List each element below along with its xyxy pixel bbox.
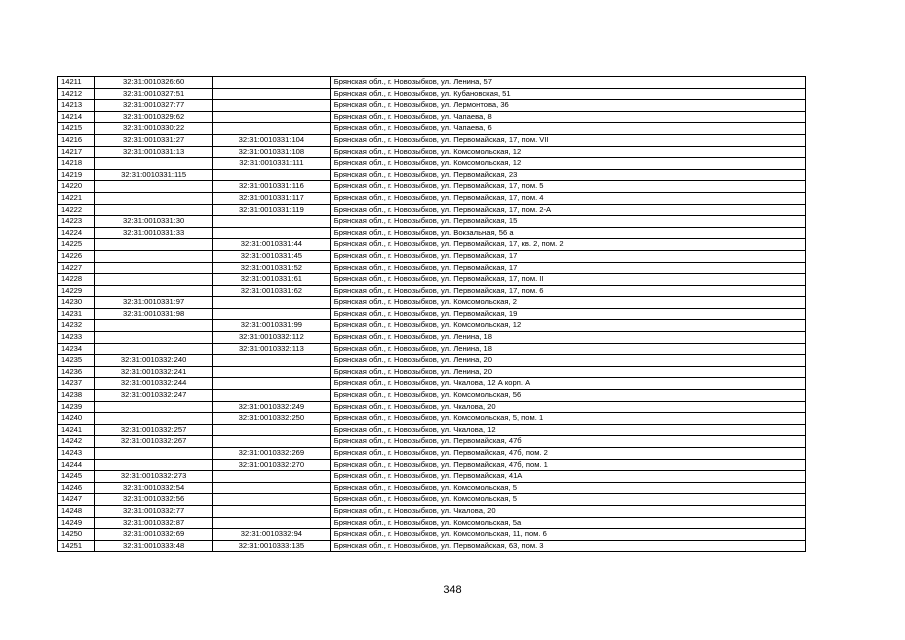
table-row (58, 494, 806, 506)
object-cadastral-number-cell: 32:31:0010332:269 (213, 448, 331, 460)
row-number-cell: 14218 (58, 158, 95, 170)
table-row (58, 192, 806, 204)
table-row (58, 111, 806, 123)
object-cadastral-number-cell: 32:31:0010331:45 (213, 250, 331, 262)
parcel-cadastral-number-cell (95, 285, 213, 297)
row-number-cell: 14243 (58, 448, 95, 460)
object-cadastral-number-cell (213, 100, 331, 112)
object-cadastral-number-cell: 32:31:0010332:94 (213, 529, 331, 541)
object-cadastral-number-cell (213, 227, 331, 239)
table-row (58, 146, 806, 158)
object-cadastral-number-cell (213, 505, 331, 517)
object-cadastral-number-cell (213, 517, 331, 529)
parcel-cadastral-number-cell: 32:31:0010331:97 (95, 297, 213, 309)
row-number-cell: 14212 (58, 88, 95, 100)
registry-table-body (58, 77, 806, 552)
table-row (58, 158, 806, 170)
object-cadastral-number-cell: 32:31:0010333:135 (213, 540, 331, 552)
address-cell: Брянская обл., г. Новозыбков, ул. Ленина, 20 (330, 355, 805, 367)
row-number-cell: 14238 (58, 390, 95, 402)
row-number-cell: 14229 (58, 285, 95, 297)
parcel-cadastral-number-cell (95, 401, 213, 413)
address-cell: Брянская обл., г. Новозыбков, ул. Первомайская, 15 (330, 216, 805, 228)
object-cadastral-number-cell: 32:31:0010332:113 (213, 343, 331, 355)
parcel-cadastral-number-cell: 32:31:0010332:241 (95, 366, 213, 378)
object-cadastral-number-cell: 32:31:0010331:108 (213, 146, 331, 158)
row-number-cell: 14213 (58, 100, 95, 112)
parcel-cadastral-number-cell: 32:31:0010331:27 (95, 134, 213, 146)
parcel-cadastral-number-cell: 32:31:0010332:87 (95, 517, 213, 529)
address-cell: Брянская обл., г. Новозыбков, ул. Вокзальная, 56 а (330, 227, 805, 239)
address-cell: Брянская обл., г. Новозыбков, ул. Комсомольская, 12 (330, 158, 805, 170)
row-number-cell: 14239 (58, 401, 95, 413)
parcel-cadastral-number-cell: 32:31:0010331:33 (95, 227, 213, 239)
parcel-cadastral-number-cell (95, 343, 213, 355)
address-cell: Брянская обл., г. Новозыбков, ул. Чапаева, 6 (330, 123, 805, 135)
parcel-cadastral-number-cell: 32:31:0010326:60 (95, 77, 213, 89)
object-cadastral-number-cell (213, 436, 331, 448)
address-cell: Брянская обл., г. Новозыбков, ул. Первомайская, 17, пом. VII (330, 134, 805, 146)
row-number-cell: 14245 (58, 471, 95, 483)
address-cell: Брянская обл., г. Новозыбков, ул. Первомайская, 23 (330, 169, 805, 181)
row-number-cell: 14226 (58, 250, 95, 262)
parcel-cadastral-number-cell (95, 158, 213, 170)
row-number-cell: 14235 (58, 355, 95, 367)
table-row (58, 123, 806, 135)
row-number-cell: 14217 (58, 146, 95, 158)
row-number-cell: 14233 (58, 332, 95, 344)
row-number-cell: 14246 (58, 482, 95, 494)
object-cadastral-number-cell: 32:31:0010331:52 (213, 262, 331, 274)
object-cadastral-number-cell: 32:31:0010331:61 (213, 274, 331, 286)
table-row (58, 459, 806, 471)
table-row (58, 436, 806, 448)
object-cadastral-number-cell (213, 111, 331, 123)
row-number-cell: 14219 (58, 169, 95, 181)
parcel-cadastral-number-cell: 32:31:0010332:247 (95, 390, 213, 402)
parcel-cadastral-number-cell: 32:31:0010327:51 (95, 88, 213, 100)
parcel-cadastral-number-cell (95, 181, 213, 193)
table-row (58, 505, 806, 517)
row-number-cell: 14249 (58, 517, 95, 529)
address-cell: Брянская обл., г. Новозыбков, ул. Комсомольская, 5 (330, 494, 805, 506)
row-number-cell: 14251 (58, 540, 95, 552)
row-number-cell: 14227 (58, 262, 95, 274)
address-cell: Брянская обл., г. Новозыбков, ул. Первомайская, 19 (330, 308, 805, 320)
object-cadastral-number-cell: 32:31:0010332:112 (213, 332, 331, 344)
table-row (58, 332, 806, 344)
parcel-cadastral-number-cell: 32:31:0010331:115 (95, 169, 213, 181)
table-row (58, 424, 806, 436)
address-cell: Брянская обл., г. Новозыбков, ул. Чкалова, 12 (330, 424, 805, 436)
address-cell: Брянская обл., г. Новозыбков, ул. Комсомольская, 56 (330, 390, 805, 402)
row-number-cell: 14232 (58, 320, 95, 332)
parcel-cadastral-number-cell: 32:31:0010330:22 (95, 123, 213, 135)
object-cadastral-number-cell: 32:31:0010331:62 (213, 285, 331, 297)
address-cell: Брянская обл., г. Новозыбков, ул. Комсомольская, 12 (330, 320, 805, 332)
address-cell: Брянская обл., г. Новозыбков, ул. Чкалова, 20 (330, 505, 805, 517)
parcel-cadastral-number-cell (95, 204, 213, 216)
row-number-cell: 14223 (58, 216, 95, 228)
row-number-cell: 14234 (58, 343, 95, 355)
object-cadastral-number-cell: 32:31:0010331:44 (213, 239, 331, 251)
table-row (58, 540, 806, 552)
parcel-cadastral-number-cell: 32:31:0010327:77 (95, 100, 213, 112)
parcel-cadastral-number-cell (95, 239, 213, 251)
table-row (58, 413, 806, 425)
object-cadastral-number-cell (213, 494, 331, 506)
row-number-cell: 14222 (58, 204, 95, 216)
address-cell: Брянская обл., г. Новозыбков, ул. Комсомольская, 2 (330, 297, 805, 309)
table-row (58, 285, 806, 297)
table-row (58, 204, 806, 216)
cadastral-registry-table (57, 76, 806, 552)
object-cadastral-number-cell (213, 390, 331, 402)
address-cell: Брянская обл., г. Новозыбков, ул. Чкалова, 20 (330, 401, 805, 413)
address-cell: Брянская обл., г. Новозыбков, ул. Чкалова, 12 А корп. А (330, 378, 805, 390)
row-number-cell: 14220 (58, 181, 95, 193)
address-cell: Брянская обл., г. Новозыбков, ул. Комсомольская, 5а (330, 517, 805, 529)
object-cadastral-number-cell: 32:31:0010332:250 (213, 413, 331, 425)
parcel-cadastral-number-cell: 32:31:0010331:13 (95, 146, 213, 158)
table-row (58, 308, 806, 320)
parcel-cadastral-number-cell: 32:31:0010332:77 (95, 505, 213, 517)
parcel-cadastral-number-cell: 32:31:0010332:54 (95, 482, 213, 494)
address-cell: Брянская обл., г. Новозыбков, ул. Ленина, 57 (330, 77, 805, 89)
address-cell: Брянская обл., г. Новозыбков, ул. Первомайская, 17, пом. 6 (330, 285, 805, 297)
row-number-cell: 14214 (58, 111, 95, 123)
table-row (58, 355, 806, 367)
address-cell: Брянская обл., г. Новозыбков, ул. Комсомольская, 5, пом. 1 (330, 413, 805, 425)
object-cadastral-number-cell (213, 216, 331, 228)
address-cell: Брянская обл., г. Новозыбков, ул. Первомайская, 17, пом. 2-А (330, 204, 805, 216)
object-cadastral-number-cell: 32:31:0010331:117 (213, 192, 331, 204)
row-number-cell: 14228 (58, 274, 95, 286)
address-cell: Брянская обл., г. Новозыбков, ул. Первомайская, 41А (330, 471, 805, 483)
parcel-cadastral-number-cell (95, 459, 213, 471)
table-row (58, 482, 806, 494)
row-number-cell: 14247 (58, 494, 95, 506)
parcel-cadastral-number-cell: 32:31:0010332:244 (95, 378, 213, 390)
object-cadastral-number-cell: 32:31:0010331:116 (213, 181, 331, 193)
row-number-cell: 14216 (58, 134, 95, 146)
page-number: 348 (443, 584, 462, 596)
table-row (58, 134, 806, 146)
row-number-cell: 14230 (58, 297, 95, 309)
table-row (58, 343, 806, 355)
table-row (58, 88, 806, 100)
address-cell: Брянская обл., г. Новозыбков, ул. Первомайская, 17, пом. 4 (330, 192, 805, 204)
parcel-cadastral-number-cell: 32:31:0010332:257 (95, 424, 213, 436)
table-row (58, 169, 806, 181)
parcel-cadastral-number-cell: 32:31:0010331:98 (95, 308, 213, 320)
row-number-cell: 14211 (58, 77, 95, 89)
table-row (58, 378, 806, 390)
table-row (58, 529, 806, 541)
address-cell: Брянская обл., г. Новозыбков, ул. Первомайская, 47б, пом. 2 (330, 448, 805, 460)
object-cadastral-number-cell (213, 297, 331, 309)
object-cadastral-number-cell (213, 482, 331, 494)
object-cadastral-number-cell (213, 378, 331, 390)
object-cadastral-number-cell (213, 169, 331, 181)
address-cell: Брянская обл., г. Новозыбков, ул. Ленина, 18 (330, 332, 805, 344)
object-cadastral-number-cell (213, 424, 331, 436)
address-cell: Брянская обл., г. Новозыбков, ул. Комсомольская, 5 (330, 482, 805, 494)
parcel-cadastral-number-cell (95, 262, 213, 274)
object-cadastral-number-cell (213, 77, 331, 89)
parcel-cadastral-number-cell: 32:31:0010332:56 (95, 494, 213, 506)
address-cell: Брянская обл., г. Новозыбков, ул. Первомайская, 17, кв. 2, пом. 2 (330, 239, 805, 251)
row-number-cell: 14225 (58, 239, 95, 251)
table-row (58, 250, 806, 262)
address-cell: Брянская обл., г. Новозыбков, ул. Первомайская, 47б, пом. 1 (330, 459, 805, 471)
parcel-cadastral-number-cell: 32:31:0010332:240 (95, 355, 213, 367)
address-cell: Брянская обл., г. Новозыбков, ул. Ленина, 18 (330, 343, 805, 355)
object-cadastral-number-cell: 32:31:0010331:99 (213, 320, 331, 332)
table-row (58, 390, 806, 402)
object-cadastral-number-cell (213, 308, 331, 320)
parcel-cadastral-number-cell (95, 250, 213, 262)
table-row (58, 448, 806, 460)
parcel-cadastral-number-cell: 32:31:0010332:273 (95, 471, 213, 483)
object-cadastral-number-cell: 32:31:0010331:119 (213, 204, 331, 216)
row-number-cell: 14221 (58, 192, 95, 204)
table-row (58, 216, 806, 228)
address-cell: Брянская обл., г. Новозыбков, ул. Кубановская, 51 (330, 88, 805, 100)
table-row (58, 100, 806, 112)
row-number-cell: 14241 (58, 424, 95, 436)
object-cadastral-number-cell (213, 88, 331, 100)
row-number-cell: 14237 (58, 378, 95, 390)
table-row (58, 77, 806, 89)
object-cadastral-number-cell: 32:31:0010331:104 (213, 134, 331, 146)
address-cell: Брянская обл., г. Новозыбков, ул. Комсомольская, 11, пом. 6 (330, 529, 805, 541)
object-cadastral-number-cell: 32:31:0010332:249 (213, 401, 331, 413)
parcel-cadastral-number-cell: 32:31:0010331:30 (95, 216, 213, 228)
parcel-cadastral-number-cell: 32:31:0010332:69 (95, 529, 213, 541)
address-cell: Брянская обл., г. Новозыбков, ул. Чапаева, 8 (330, 111, 805, 123)
object-cadastral-number-cell: 32:31:0010332:270 (213, 459, 331, 471)
parcel-cadastral-number-cell: 32:31:0010332:267 (95, 436, 213, 448)
address-cell: Брянская обл., г. Новозыбков, ул. Первомайская, 17, пом. II (330, 274, 805, 286)
row-number-cell: 14224 (58, 227, 95, 239)
table-row (58, 366, 806, 378)
address-cell: Брянская обл., г. Новозыбков, ул. Первомайская, 17, пом. 5 (330, 181, 805, 193)
row-number-cell: 14236 (58, 366, 95, 378)
row-number-cell: 14215 (58, 123, 95, 135)
parcel-cadastral-number-cell: 32:31:0010329:62 (95, 111, 213, 123)
row-number-cell: 14248 (58, 505, 95, 517)
table-row (58, 517, 806, 529)
object-cadastral-number-cell (213, 123, 331, 135)
address-cell: Брянская обл., г. Новозыбков, ул. Первомайская, 17 (330, 262, 805, 274)
parcel-cadastral-number-cell (95, 413, 213, 425)
object-cadastral-number-cell: 32:31:0010331:111 (213, 158, 331, 170)
parcel-cadastral-number-cell: 32:31:0010333:48 (95, 540, 213, 552)
table-row (58, 227, 806, 239)
address-cell: Брянская обл., г. Новозыбков, ул. Первомайская, 63, пом. 3 (330, 540, 805, 552)
parcel-cadastral-number-cell (95, 320, 213, 332)
table-row (58, 274, 806, 286)
address-cell: Брянская обл., г. Новозыбков, ул. Комсомольская, 12 (330, 146, 805, 158)
table-row (58, 181, 806, 193)
address-cell: Брянская обл., г. Новозыбков, ул. Первомайская, 47б (330, 436, 805, 448)
object-cadastral-number-cell (213, 471, 331, 483)
parcel-cadastral-number-cell (95, 332, 213, 344)
address-cell: Брянская обл., г. Новозыбков, ул. Ленина, 20 (330, 366, 805, 378)
object-cadastral-number-cell (213, 355, 331, 367)
address-cell: Брянская обл., г. Новозыбков, ул. Первомайская, 17 (330, 250, 805, 262)
row-number-cell: 14250 (58, 529, 95, 541)
table-row (58, 239, 806, 251)
row-number-cell: 14244 (58, 459, 95, 471)
table-row (58, 262, 806, 274)
table-row (58, 320, 806, 332)
parcel-cadastral-number-cell (95, 274, 213, 286)
table-row (58, 297, 806, 309)
row-number-cell: 14231 (58, 308, 95, 320)
row-number-cell: 14242 (58, 436, 95, 448)
parcel-cadastral-number-cell (95, 448, 213, 460)
parcel-cadastral-number-cell (95, 192, 213, 204)
table-row (58, 471, 806, 483)
address-cell: Брянская обл., г. Новозыбков, ул. Лермонтова, 36 (330, 100, 805, 112)
row-number-cell: 14240 (58, 413, 95, 425)
object-cadastral-number-cell (213, 366, 331, 378)
table-row (58, 401, 806, 413)
